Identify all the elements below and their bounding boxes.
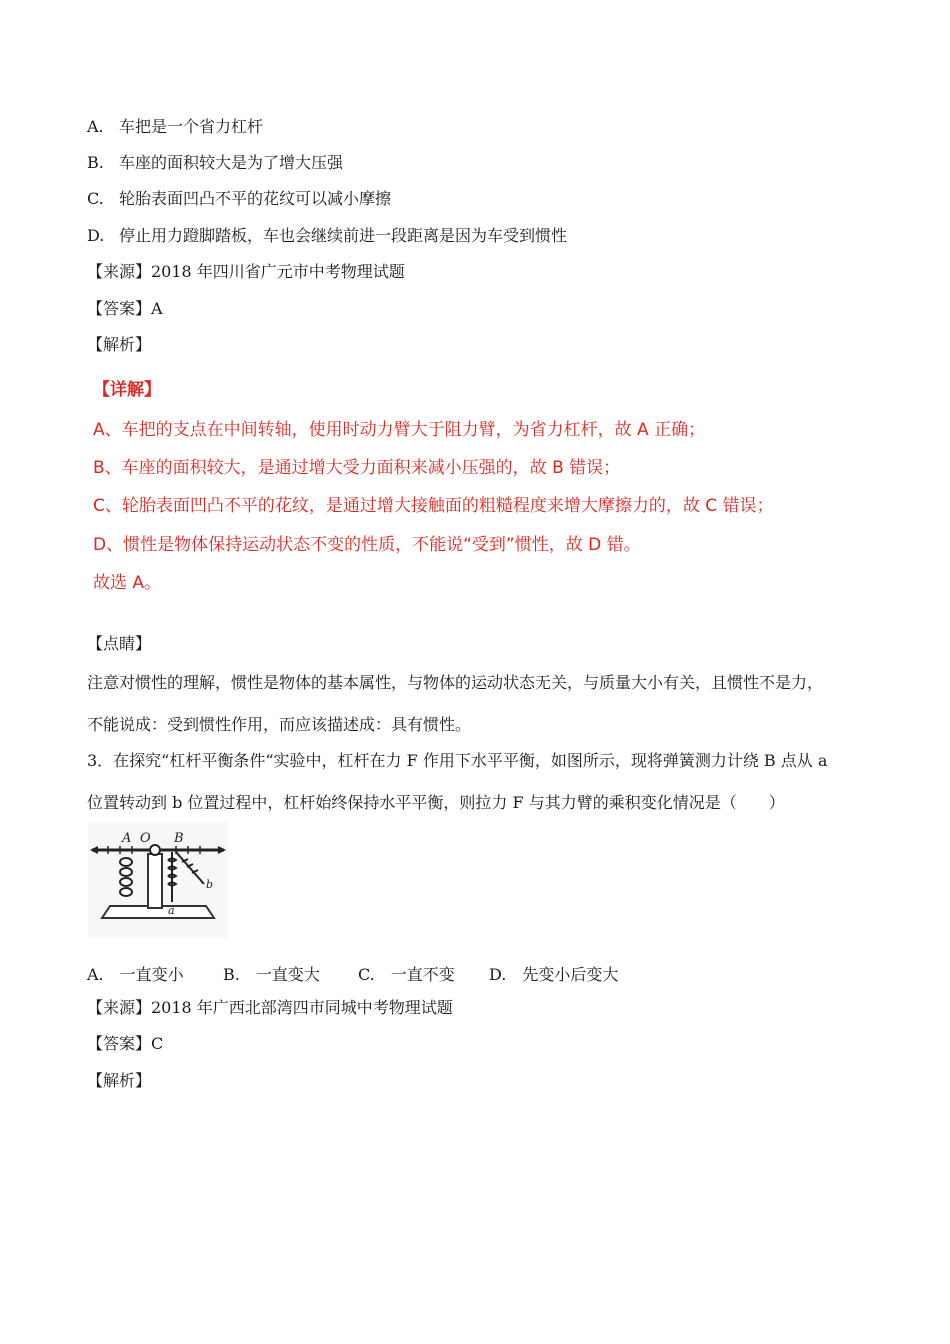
choice-b bbox=[223, 962, 358, 985]
q2-analysis-heading: 【解析】 bbox=[87, 335, 152, 354]
q3-stem-line-2: 位置转动到 b 位置过程中，杠杆始终保持水平平衡，则拉力 F 与其力臂的乘积变化情况是（ ） bbox=[87, 793, 785, 812]
option-text: 车把是一个省力杠杆 bbox=[119, 117, 264, 136]
choice-text: 先变小后变大 bbox=[522, 965, 619, 984]
option-b bbox=[87, 153, 343, 173]
choice-letter: C. bbox=[358, 965, 375, 984]
label-small-a: a bbox=[168, 904, 175, 917]
choice-letter: B. bbox=[223, 965, 240, 984]
q3-analysis-heading: 【解析】 bbox=[87, 1071, 152, 1090]
label-o: O bbox=[140, 831, 151, 846]
review-line-2: 不能说成：受到惯性作用，而应该描述成：具有惯性。 bbox=[87, 715, 472, 734]
detail-line-b: B、车座的面积较大，是通过增大受力面积来减小压强的，故 B 错误； bbox=[93, 458, 621, 478]
option-c bbox=[87, 189, 391, 209]
review-heading: 【点睛】 bbox=[87, 634, 152, 653]
choice-letter: A. bbox=[87, 965, 104, 984]
detail-line-d: D、惯性是物体保持运动状态不变的性质，不能说“受到”惯性，故 D 错。 bbox=[93, 535, 641, 555]
choice-a bbox=[87, 962, 223, 985]
q3-choices bbox=[87, 962, 618, 985]
stand-pillar bbox=[148, 854, 162, 908]
option-letter: B. bbox=[87, 153, 104, 172]
q3-stem-line-1: 3．在探究“杠杆平衡条件“实验中，杠杆在力 F 作用下水平平衡，如图所示，现将弹簧测力计绕 B 点从 a bbox=[87, 751, 828, 770]
label-a: A bbox=[122, 831, 132, 846]
detail-heading: 【详解】 bbox=[93, 380, 161, 400]
review-line-1: 注意对惯性的理解，惯性是物体的基本属性，与物体的运动状态无关，与质量大小有关，且惯性不是力， bbox=[87, 673, 824, 692]
detail-conclusion: 故选 A。 bbox=[93, 573, 162, 593]
choice-c bbox=[358, 962, 489, 985]
choice-text: 一直不变 bbox=[390, 965, 455, 984]
choice-letter: D. bbox=[489, 965, 507, 984]
label-b: B bbox=[174, 831, 184, 846]
q2-answer: 【答案】A bbox=[87, 299, 163, 318]
q2-source: 【来源】2018 年四川省广元市中考物理试题 bbox=[87, 262, 405, 281]
lever-figure bbox=[88, 822, 228, 938]
choice-text: 一直变大 bbox=[255, 965, 320, 984]
choice-text: 一直变小 bbox=[119, 965, 184, 984]
option-letter: A. bbox=[87, 117, 104, 136]
q3-source: 【来源】2018 年广西北部湾四市同城中考物理试题 bbox=[87, 998, 453, 1017]
option-text: 停止用力蹬脚踏板，车也会继续前进一段距离是因为车受到惯性 bbox=[119, 226, 568, 245]
detail-line-c: C、轮胎表面凹凸不平的花纹，是通过增大接触面的粗糙程度来增大摩擦力的，故 C 错误； bbox=[93, 496, 774, 516]
label-small-b: b bbox=[206, 878, 214, 891]
choice-d bbox=[489, 962, 618, 985]
option-text: 车座的面积较大是为了增大压强 bbox=[119, 153, 344, 172]
option-d bbox=[87, 226, 567, 246]
option-text: 轮胎表面凹凸不平的花纹可以减小摩擦 bbox=[119, 189, 392, 208]
option-a bbox=[87, 117, 263, 137]
q3-answer: 【答案】C bbox=[87, 1034, 164, 1053]
pivot-point bbox=[150, 845, 160, 855]
detail-line-a: A、车把的支点在中间转轴，使用时动力臂大于阻力臂，为省力杠杆，故 A 正确； bbox=[93, 420, 706, 440]
option-letter: C. bbox=[87, 189, 104, 208]
option-letter: D. bbox=[87, 226, 105, 245]
